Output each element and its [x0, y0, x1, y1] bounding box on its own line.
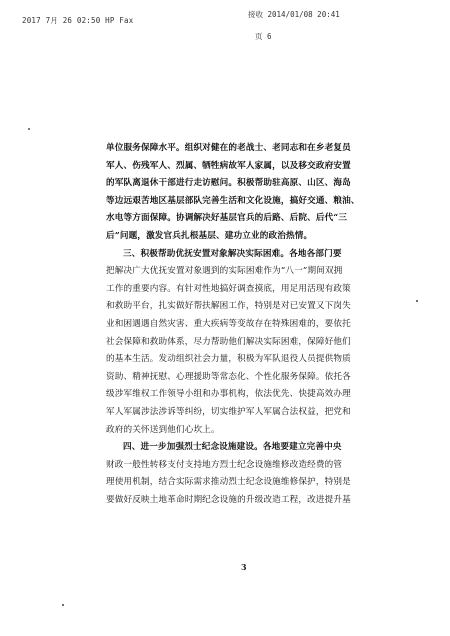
body-line: 级涉军维权工作领导小组和办事机构，依法优先、快捷高效办理: [106, 389, 351, 400]
fax-receive-info: 接收 2014/01/08 20:41: [248, 10, 340, 19]
document-body: [106, 140, 396, 509]
section-heading-3: 三、积极帮助优抚安置对象解决实际困难。各地各部门要: [123, 248, 342, 259]
body-line: 资助、精神抚慰、心理援助等常态化、个性化服务保障。依托各: [106, 371, 351, 382]
section-heading-4: 四、进一步加强烈士纪念设施建设。各地要建立完善中央: [123, 442, 342, 453]
body-line: 业和困遇遇自然灾害、重大疾病等变故存在特殊困难的，要依托: [106, 318, 351, 329]
fax-page-label: 页 6: [255, 32, 272, 41]
body-line: 的军队离退休干部进行走访慰问。积极帮助驻高原、山区、海岛: [106, 178, 351, 189]
body-line: 军人军属涉法涉诉等纠纷，切实维护军人军属合法权益，把党和: [106, 406, 351, 417]
body-line: 和救助平台，扎实做好帮扶解困工作，特别是对已安置又下岗失: [106, 301, 351, 312]
body-line: 把解决广大优抚安置对象遇到的实际困难作为“八一”期间双拥: [106, 266, 343, 277]
body-line: 理使用机制，结合实际需求推动烈士纪念设施维修保护，特别是: [106, 477, 351, 488]
body-line: 政府的关怀送到他们心坎上。: [106, 424, 220, 435]
body-line: 水电等方面保障。协调解决好基层官兵的后路、后院、后代“三: [106, 213, 348, 224]
body-line: 的基本生活。发动组织社会力量，积极为军队退役人员提供物质: [106, 354, 351, 365]
body-line: 军人、伤残军人、烈属、牺牲病故军人家属，以及移交政府安置: [106, 160, 351, 171]
scan-speck: [28, 128, 30, 130]
body-line: 工作的重要内容。有针对性地搞好调查摸底，用足用活现有政策: [106, 283, 351, 294]
body-line: 要做好反映土地革命时期纪念设施的升级改造工程，改进提升基: [106, 494, 351, 505]
scan-speck: [62, 604, 64, 606]
fax-header: [22, 9, 430, 41]
scan-speck: [416, 300, 418, 302]
body-line: 后”问题，激发官兵扎根基层、建功立业的政治热情。: [106, 230, 313, 241]
body-line: 社会保障和救助体系，尽力帮助他们解决实际困难，保障好他们: [106, 336, 351, 347]
body-line: 财政一般性转移支付支持地方烈士纪念设施维修改造经费的管: [106, 459, 343, 470]
page-number: 3: [241, 562, 247, 572]
body-line: 单位服务保障水平。组织对健在的老战士、老同志和在乡老复员: [106, 143, 351, 153]
body-line: 等边远艰苦地区基层部队完善生活和文化设施，搞好交通、粮油、: [106, 195, 360, 206]
fax-sent-info: 2017 7月 26 02:50 HP Fax: [22, 16, 134, 25]
